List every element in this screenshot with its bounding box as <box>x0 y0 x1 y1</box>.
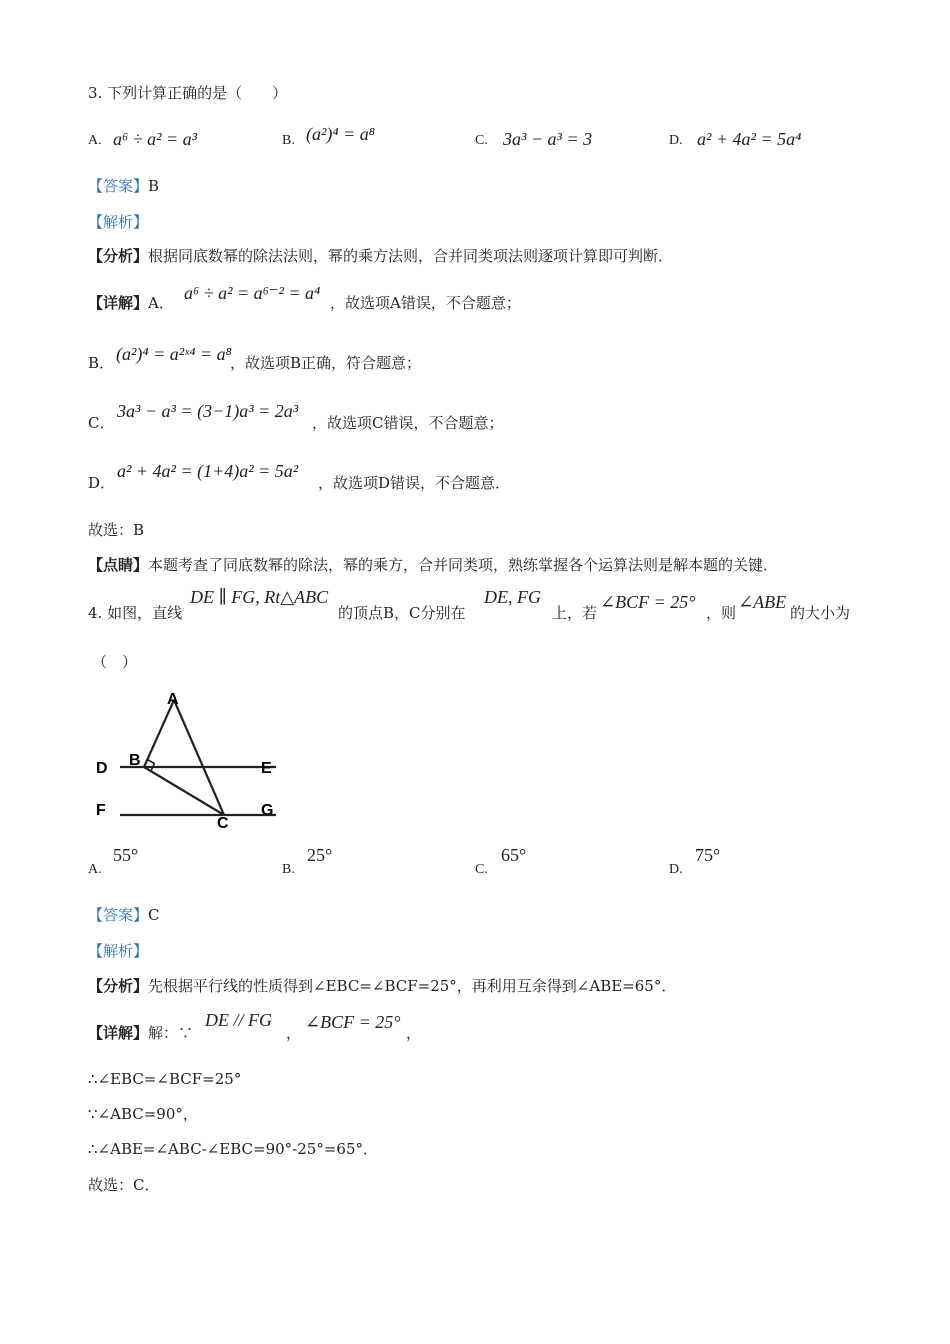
q4-xiangjie-end: ， <box>406 1024 422 1042</box>
q4-fenxi-text: 先根据平行线的性质得到∠EBC=∠BCF=25°，再利用互余得到∠ABE=65°． <box>148 977 677 995</box>
q4-fenxi-line <box>88 977 676 995</box>
q3-fenxi-text: 根据同底数幂的除法法则，幂的乘方法则，合并同类项法则逐项计算即可判断． <box>148 247 674 265</box>
q4-option-a-value: 55° <box>113 845 139 865</box>
answer-tag: 【答案】 <box>88 177 149 195</box>
q4-stem-math2: DE, FG <box>484 587 541 607</box>
q4-xiangjie-line <box>88 1024 193 1042</box>
q4-stem-part4: ，则 <box>706 604 737 622</box>
q3-detail-a-prefix: A． <box>148 294 174 312</box>
q4-xiangjie-sep: ， <box>286 1024 302 1042</box>
dianjing-tag: 【点睛】 <box>88 556 149 574</box>
q3-option-a-letter: A. <box>88 133 102 148</box>
q4-option-b-letter: B. <box>282 862 295 877</box>
label-c: C <box>217 815 229 832</box>
label-f: F <box>96 802 106 819</box>
q4-answer: C <box>148 906 160 924</box>
q4-xiangjie-math1: DE // FG <box>205 1010 272 1030</box>
q3-option-d-expr: a² + 4a² = 5a⁴ <box>697 129 802 149</box>
q3-option-c-expr: 3a³ − a³ = 3 <box>503 129 593 149</box>
q3-detail-b-text: ，故选项B正确，符合题意； <box>230 354 422 372</box>
label-d: D <box>96 760 108 777</box>
label-g: G <box>261 802 274 819</box>
fenxi-tag: 【分析】 <box>88 977 149 995</box>
q4-option-d-letter: D. <box>669 862 683 877</box>
q3-detail-d-text: ，故选项D错误，不合题意． <box>318 474 511 492</box>
q3-answer: B <box>148 177 160 195</box>
q3-conclusion: 故选：B <box>88 521 145 539</box>
q3-option-c-letter: C. <box>475 133 488 148</box>
xiangjie-tag: 【详解】 <box>88 294 149 312</box>
fenxi-tag: 【分析】 <box>88 247 149 265</box>
q4-stem-math3: ∠BCF = 25° <box>600 592 696 612</box>
q4-step-2: ∵∠ABC=90°， <box>88 1105 198 1123</box>
q4-jiexi-tag: 【解析】 <box>88 942 149 960</box>
q3-option-a-expr: a⁶ ÷ a² = a³ <box>113 129 198 149</box>
q4-option-c-value: 65° <box>501 845 527 865</box>
q4-option-a-letter: A. <box>88 862 102 877</box>
label-a: A <box>167 691 179 708</box>
q3-detail-a-expr: a⁶ ÷ a² = a⁶⁻² = a⁴ <box>184 283 321 303</box>
q3-detail-a-text: ，故选项A错误，不合题意； <box>330 294 521 312</box>
q3-stem: 3. 下列计算正确的是（ ） <box>88 84 288 102</box>
q3-dianjing-text: 本题考查了同底数幂的除法，幂的乘方，合并同类项，熟练掌握各个运算法则是解本题的关键． <box>148 556 779 574</box>
q3-detail-d-expr: a² + 4a² = (1+4)a² = 5a² <box>117 461 299 481</box>
q3-detail-b-prefix: B． <box>88 354 115 372</box>
q3-detail-a-line <box>88 294 174 312</box>
q4-answer-paren: （ ） <box>92 653 138 671</box>
q4-stem-part3: 上，若 <box>552 604 598 622</box>
q4-stem-part5: 的大小为 <box>790 604 851 622</box>
xiangjie-tag: 【详解】 <box>88 1024 149 1042</box>
q4-xiangjie-pre: 解：∵ <box>148 1024 194 1042</box>
q4-step-3: ∴∠ABE=∠ABC-∠EBC=90°-25°=65°． <box>88 1140 378 1158</box>
q3-jiexi-tag: 【解析】 <box>88 213 149 231</box>
side-ab <box>144 700 174 767</box>
side-ac <box>174 700 224 815</box>
q3-detail-b-expr: (a²)⁴ = a²ˣ⁴ = a⁸ <box>116 344 232 364</box>
q4-xiangjie-math2: ∠BCF = 25° <box>305 1012 401 1032</box>
q3-answer-line <box>88 177 159 195</box>
label-e: E <box>261 760 272 777</box>
q4-stem-part2: 的顶点B，C分别在 <box>338 604 466 622</box>
q4-option-b-value: 25° <box>307 845 333 865</box>
answer-tag: 【答案】 <box>88 906 149 924</box>
label-b: B <box>129 752 141 769</box>
q4-option-c-letter: C. <box>475 862 488 877</box>
q3-detail-c-expr: 3a³ − a³ = (3−1)a³ = 2a³ <box>117 401 299 421</box>
q3-option-b-letter: B. <box>282 133 295 148</box>
q4-stem-part1: 4. 如图，直线 <box>88 604 183 622</box>
q4-step-1: ∴∠EBC=∠BCF=25° <box>88 1070 242 1088</box>
q4-answer-line <box>88 906 160 924</box>
q4-conclusion: 故选：C． <box>88 1176 160 1194</box>
q4-stem-math4: ∠ABE <box>738 592 787 612</box>
q3-option-d-letter: D. <box>669 133 683 148</box>
q4-option-d-value: 75° <box>695 845 721 865</box>
q3-fenxi-line <box>88 247 673 265</box>
q4-stem-math1: DE ∥ FG, Rt△ABC <box>190 587 329 607</box>
q3-detail-c-text: ，故选项C错误，不合题意； <box>312 414 504 432</box>
q4-geometry-figure <box>88 685 288 835</box>
q3-option-b-expr: (a²)⁴ = a⁸ <box>306 124 376 144</box>
q3-detail-c-prefix: C． <box>88 414 115 432</box>
q3-dianjing-line <box>88 556 778 574</box>
side-bc <box>144 767 224 815</box>
q3-detail-d-prefix: D． <box>88 474 116 492</box>
